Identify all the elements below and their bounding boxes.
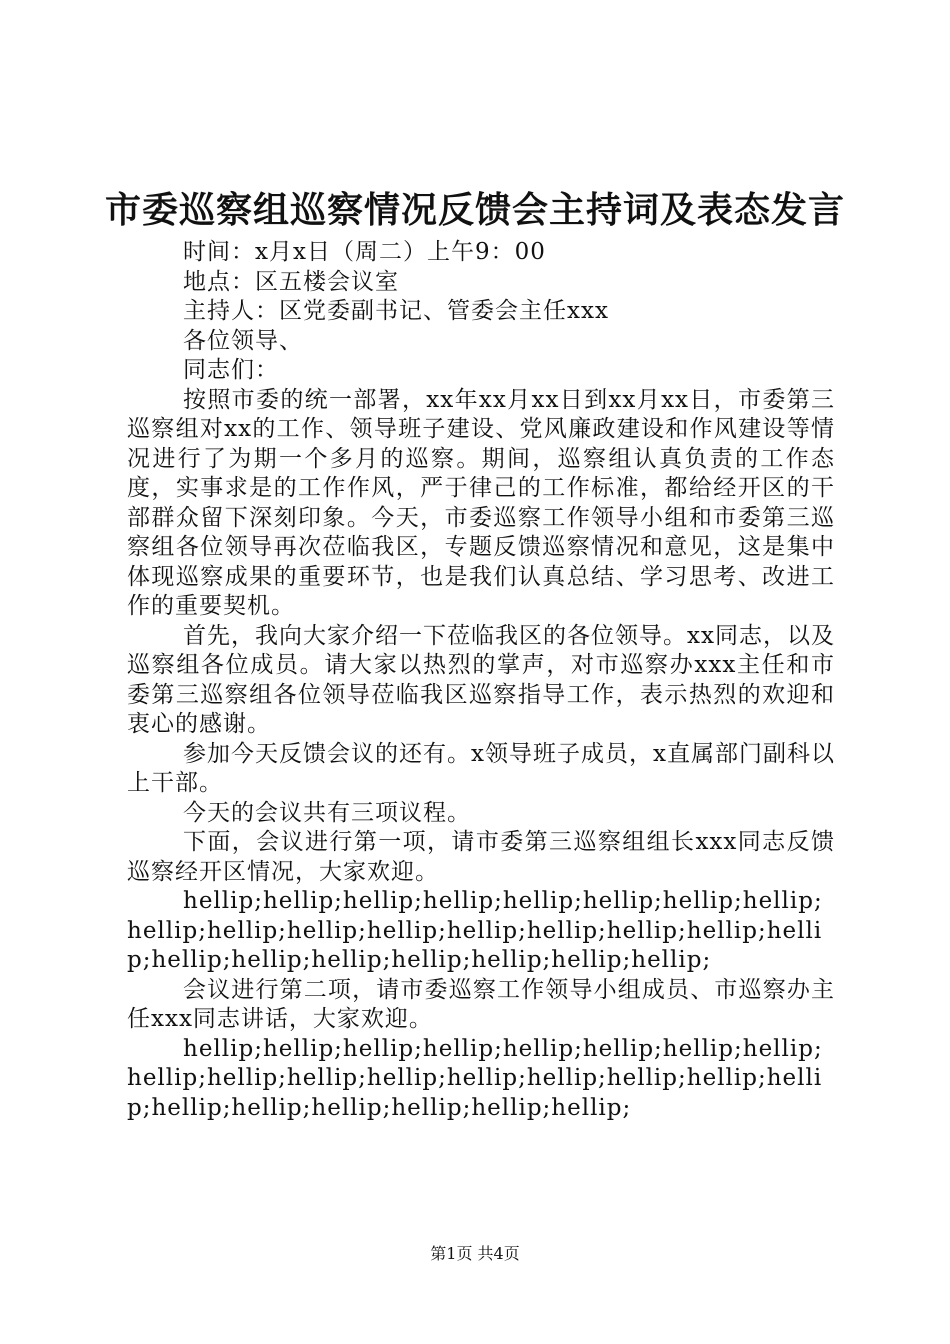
paragraph-attendees: 参加今天反馈会议的还有。x领导班子成员，x直属部门副科以上干部。 [127,740,835,796]
paragraph-inspection-overview: 按照市委的统一部署，xx年xx月xx日到xx月xx日，市委第三巡察组对xx的工作、领导班子建设、党风廉政建设和作风建设等情况进行了为期一个多月的巡察。期间，巡察组认真负责的工作态度，实事求是的工作作风，严于律己的工作标准，都给经开区的干部群众留下深刻印象。今天，市委巡察工作领导小组和市委第三巡察组各位领导再次莅临我区，专题反馈巡察情况和意见，这是集中体现巡察成果的重要环节，也是我们认真总结、学习思考、改进工作的重要契机。 [127,386,835,619]
salutation-comrades: 同志们： [183,357,279,383]
salutation-leaders: 各位领导、 [183,327,303,354]
paragraph-ellipsis-two: hellip;hellip;hellip;hellip;hellip;hellip;hellip;hellip;hellip;hellip;hellip;hellip;hellip;hellip;hellip;hellip;hellip;hellip;hellip;hellip;hellip;hellip;hellip; [127,1035,823,1121]
paragraph-agenda-item-one: 下面，会议进行第一项，请市委第三巡察组组长xxx同志反馈巡察经开区情况，大家欢迎。 [127,829,835,885]
paragraph-ellipsis-one: hellip;hellip;hellip;hellip;hellip;hellip;hellip;hellip;hellip;hellip;hellip;hellip;hellip;hellip;hellip;hellip;hellip;hellip;hellip;hellip;hellip;hellip;hellip;hellip; [127,888,823,973]
meeting-place: 地点：区五楼会议室 [183,268,399,295]
meeting-host: 主持人：区党委副书记、管委会主任xxx [183,298,609,324]
paragraph-leader-introduction: 首先，我向大家介绍一下莅临我区的各位领导。xx同志，以及巡察组各位成员。请大家以热烈的掌声，对市巡察办xxx主任和市委第三巡察组各位领导莅临我区巡察指导工作，表示热烈的欢迎和衷心的感谢。 [127,622,835,737]
page-footer: 第1页 共4页 [430,1244,520,1263]
paragraph-agenda-item-two: 会议进行第二项，请市委巡察工作领导小组成员、市巡察办主任xxx同志讲话，大家欢迎。 [127,976,835,1032]
meeting-time: 时间：x月x日（周二）上午9：00 [183,239,546,265]
document-body [127,238,835,1123]
paragraph-agenda: 今天的会议共有三项议程。 [183,799,471,826]
page-title: 市委巡察组巡察情况反馈会主持词及表态发言 [104,189,845,231]
